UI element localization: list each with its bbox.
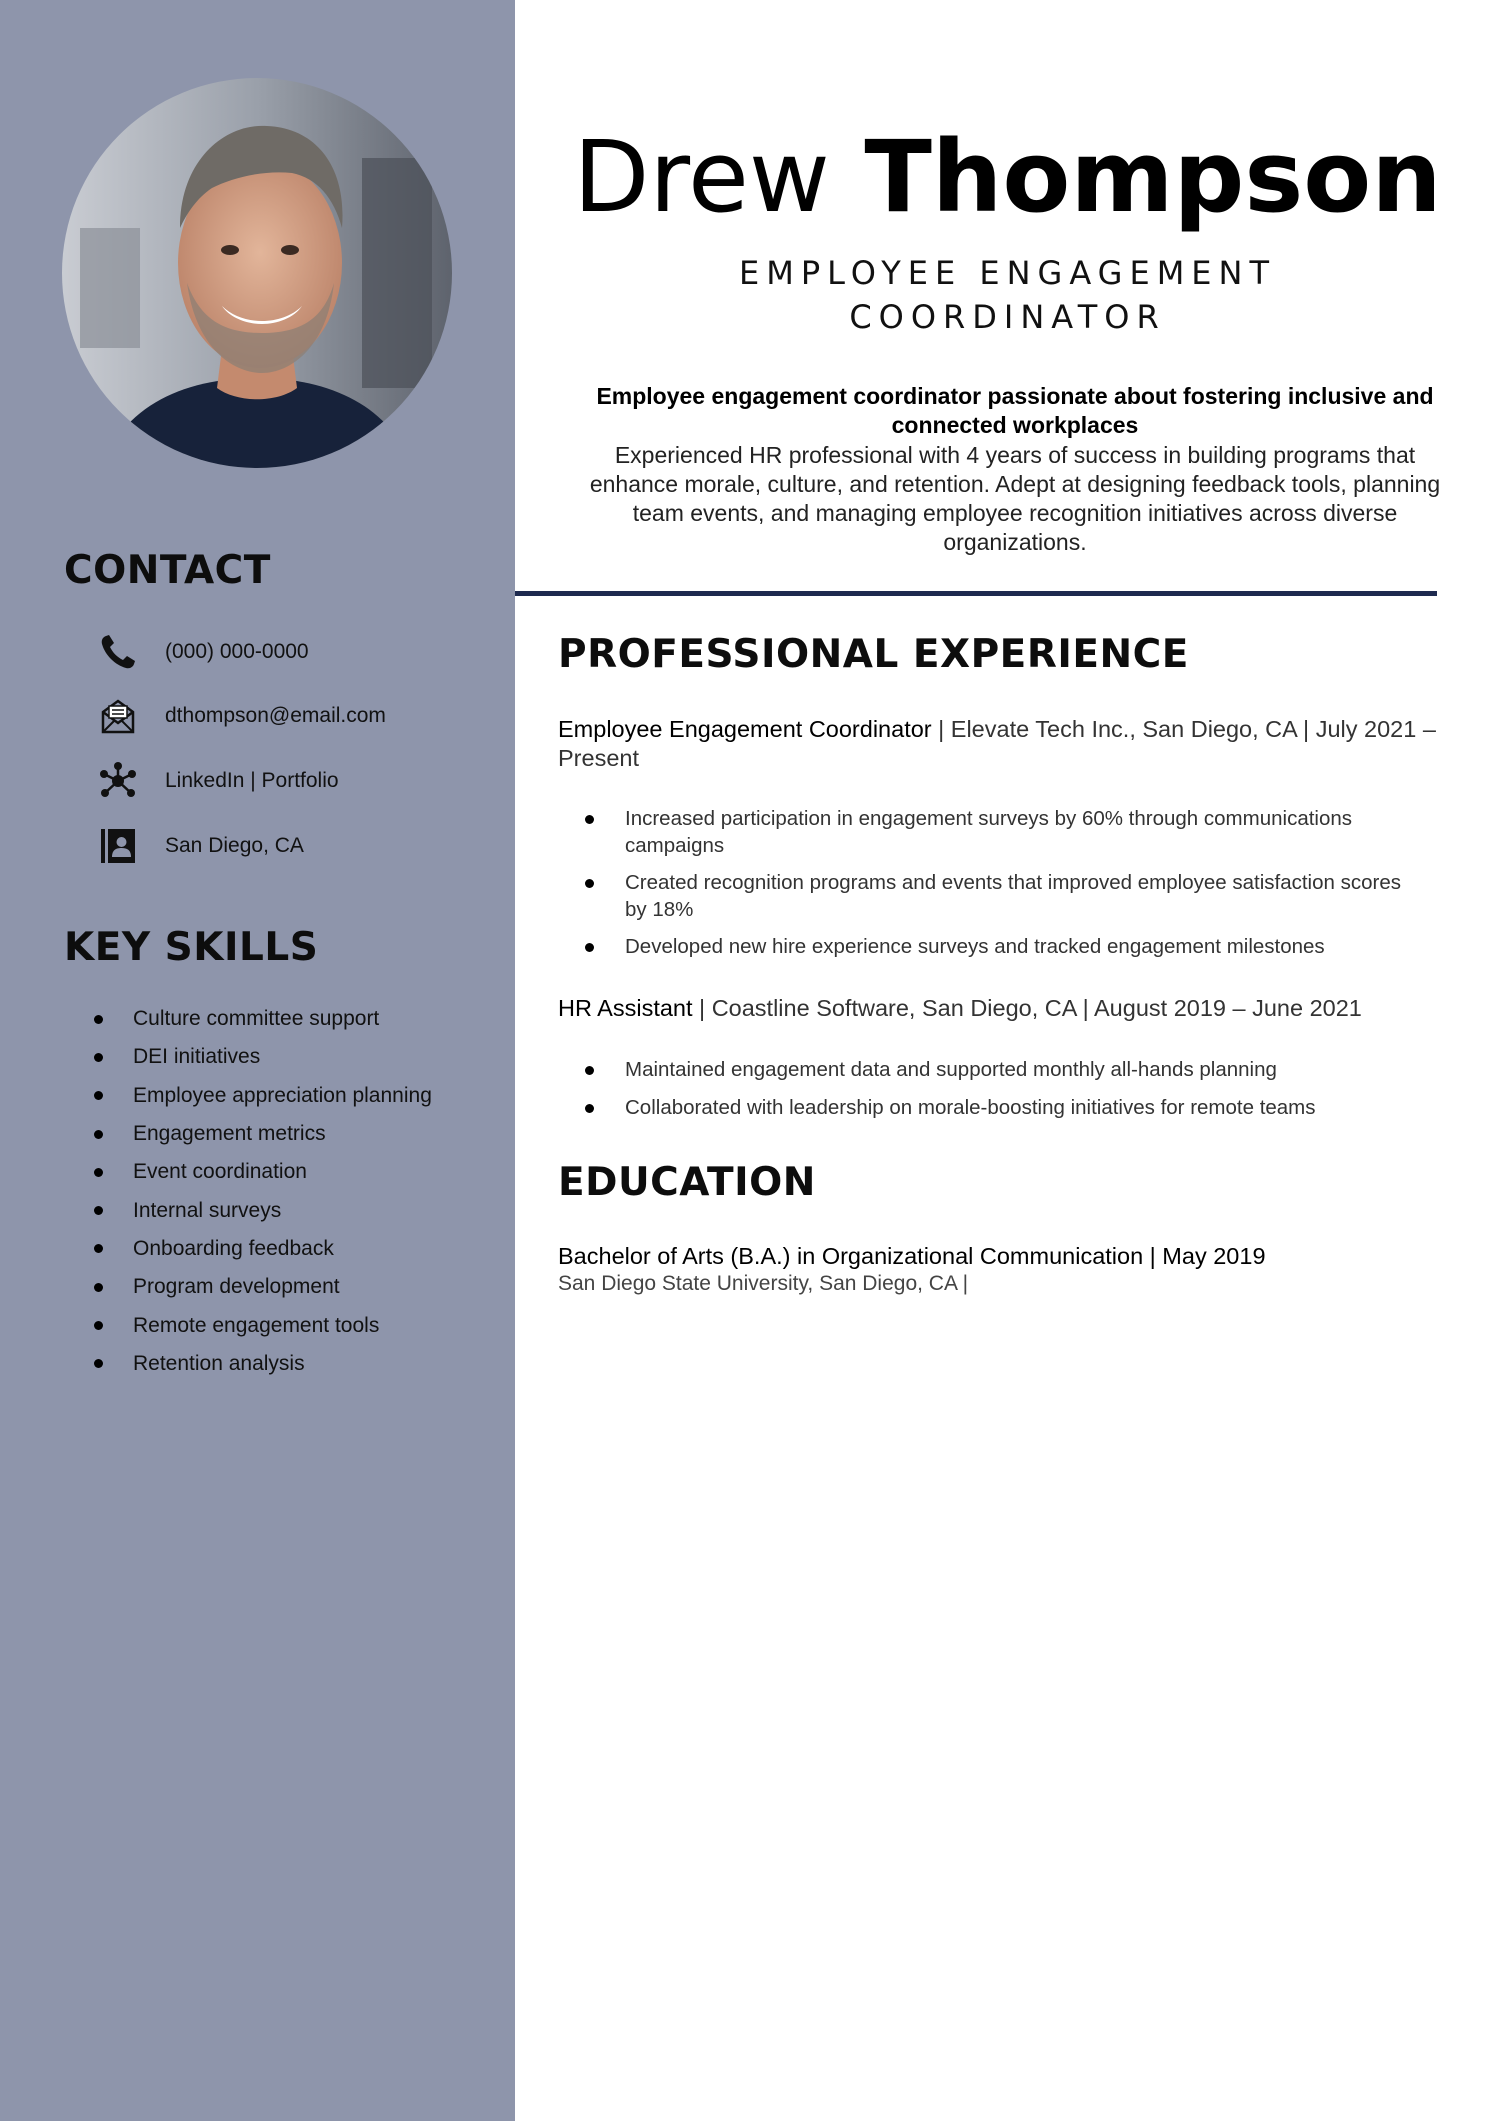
list-item: Employee appreciation planning xyxy=(94,1077,432,1115)
links-text: LinkedIn | Portfolio xyxy=(165,769,339,792)
list-item: Event coordination xyxy=(94,1153,432,1191)
contact-email xyxy=(95,693,386,739)
bullet-icon xyxy=(585,943,594,952)
contact-phone xyxy=(95,629,309,675)
sidebar xyxy=(0,0,515,2121)
contact-location xyxy=(95,823,304,869)
email-icon xyxy=(95,693,141,739)
job-role: HR Assistant xyxy=(558,995,693,1021)
bullet-icon xyxy=(94,1091,103,1100)
bullet-icon xyxy=(94,1244,103,1253)
profile-photo xyxy=(62,78,452,468)
list-item: Developed new hire experience surveys and tracked engagement milestones xyxy=(585,933,1415,960)
list-item: Program development xyxy=(94,1268,432,1306)
degree: Bachelor of Arts (B.A.) in Organizational Communication | May 2019 xyxy=(558,1243,1266,1269)
list-item: Remote engagement tools xyxy=(94,1306,432,1344)
job-title: EMPLOYEE ENGAGEMENT COORDINATOR xyxy=(738,254,1276,336)
duty-list xyxy=(585,1056,1415,1121)
first-name: Drew xyxy=(573,120,830,235)
bullet-icon xyxy=(585,815,594,824)
summary: Experienced HR professional with 4 years of success in building programs that enhance morale, culture, and retention. Adept at designing feedback tools, planning team events, and managing employee recognition initiatives across diverse organizations. xyxy=(589,442,1441,555)
address-book-icon xyxy=(95,823,141,869)
job-role: Employee Engagement Coordinator xyxy=(558,716,932,742)
bullet-icon xyxy=(585,879,594,888)
phone-text: (000) 000-0000 xyxy=(165,640,309,663)
email-text: dthompson@email.com xyxy=(165,704,386,727)
contact-heading: CONTACT xyxy=(64,548,271,593)
list-item: Increased participation in engagement surveys by 60% through communications campaigns xyxy=(585,805,1415,859)
bullet-icon xyxy=(94,1283,103,1292)
job-details: | Coastline Software, San Diego, CA | August 2019 – June 2021 xyxy=(692,995,1362,1021)
bullet-icon xyxy=(585,1066,594,1075)
list-item: DEI initiatives xyxy=(94,1038,432,1076)
bullet-icon xyxy=(94,1321,103,1330)
candidate-name xyxy=(515,118,1500,238)
skills-heading: KEY SKILLS xyxy=(64,925,319,970)
tagline: Employee engagement coordinator passionate about fostering inclusive and connected workplaces xyxy=(596,383,1434,438)
section-divider xyxy=(515,591,1437,596)
skills-list xyxy=(94,1000,432,1383)
education-heading: EDUCATION xyxy=(558,1160,816,1205)
bullet-icon xyxy=(94,1130,103,1139)
job-header xyxy=(558,994,1438,1023)
bullet-icon xyxy=(94,1206,103,1215)
phone-icon xyxy=(95,629,141,675)
bullet-icon xyxy=(94,1359,103,1368)
location-text: San Diego, CA xyxy=(165,834,304,857)
network-icon xyxy=(95,758,141,804)
bullet-icon xyxy=(585,1104,594,1113)
job-details: | Elevate Tech Inc., San Diego, CA | July 2021 – Present xyxy=(558,716,1436,771)
list-item: Retention analysis xyxy=(94,1345,432,1383)
last-name: Thompson xyxy=(864,120,1442,235)
list-item: Internal surveys xyxy=(94,1191,432,1229)
list-item: Culture committee support xyxy=(94,1000,432,1038)
school: San Diego State University, San Diego, CA | xyxy=(558,1272,969,1295)
list-item: Onboarding feedback xyxy=(94,1230,432,1268)
bullet-icon xyxy=(94,1053,103,1062)
bullet-icon xyxy=(94,1168,103,1177)
contact-links xyxy=(95,758,339,804)
experience-heading: PROFESSIONAL EXPERIENCE xyxy=(558,632,1189,677)
list-item: Collaborated with leadership on morale-boosting initiatives for remote teams xyxy=(585,1094,1415,1121)
list-item: Maintained engagement data and supported monthly all-hands planning xyxy=(585,1056,1415,1083)
duty-list xyxy=(585,805,1415,960)
list-item: Engagement metrics xyxy=(94,1115,432,1153)
list-item: Created recognition programs and events that improved employee satisfaction scores by 18% xyxy=(585,869,1415,923)
bullet-icon xyxy=(94,1015,103,1024)
job-header xyxy=(558,715,1438,773)
